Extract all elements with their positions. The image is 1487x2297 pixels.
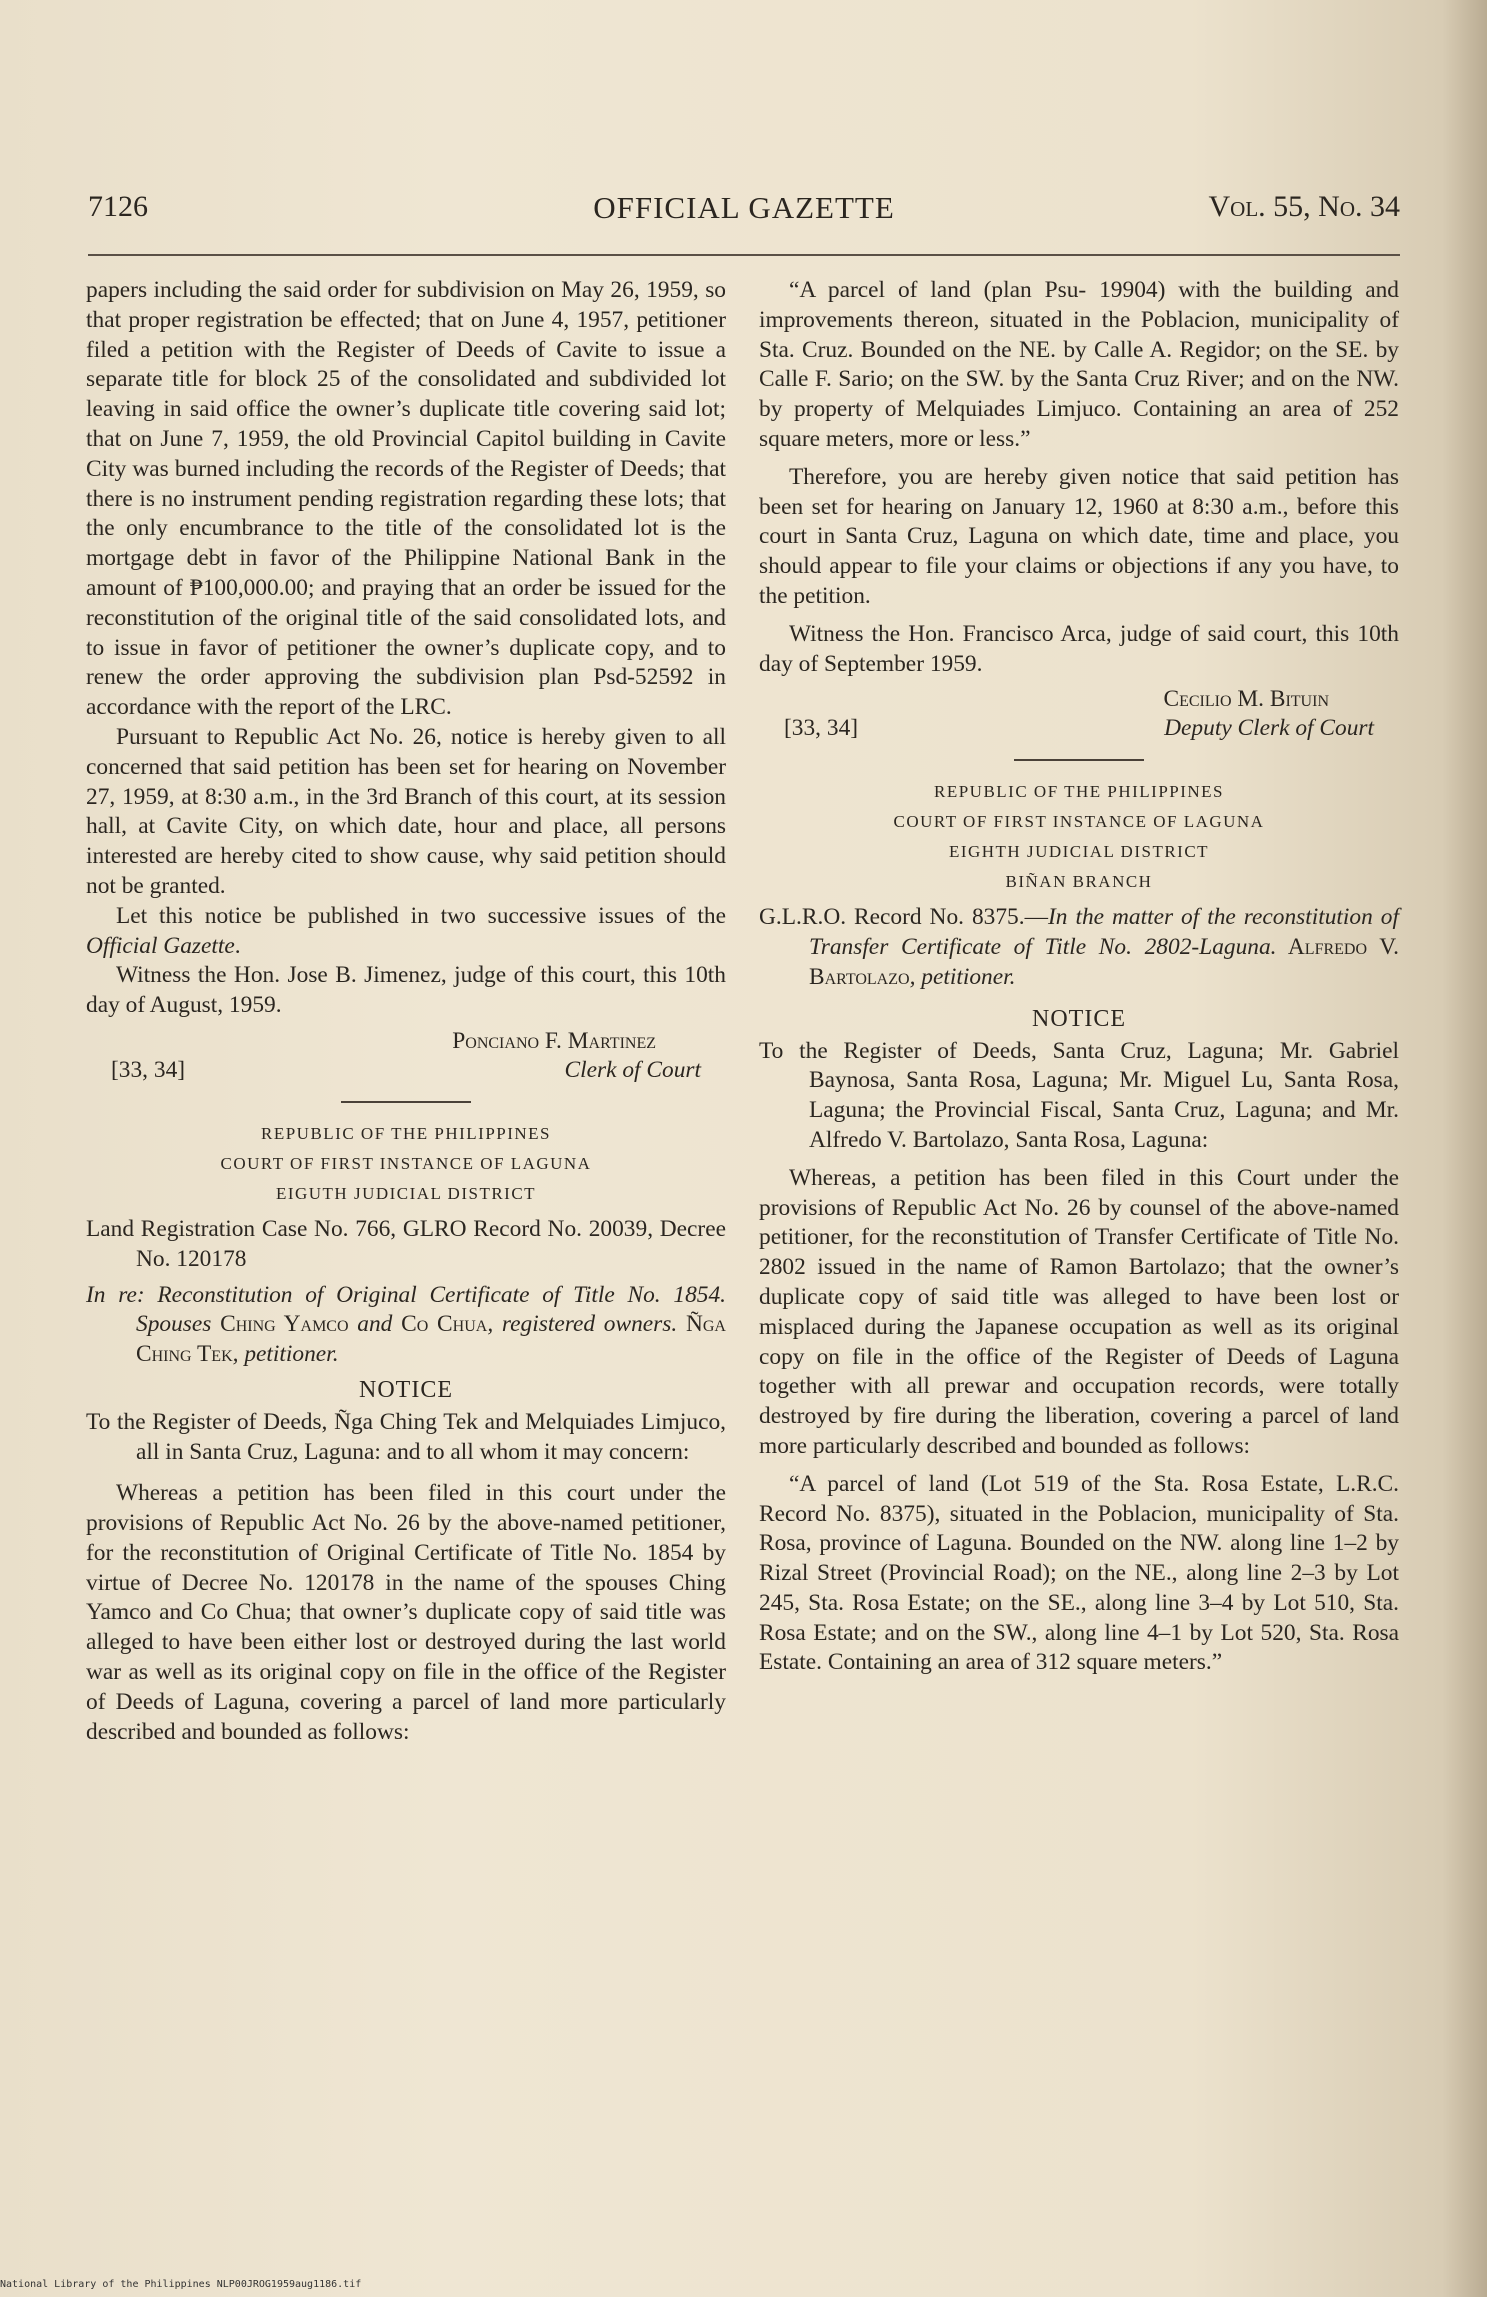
text: , petitioner. (232, 1341, 339, 1368)
signatory-title: Deputy Clerk of Court (1164, 715, 1374, 742)
left-column (86, 276, 726, 1747)
paragraph: Witness the Hon. Jose B. Jimenez, judge of this court, this 10th day of August, 1959. (86, 962, 726, 1019)
notice-heading: NOTICE (1032, 1005, 1126, 1032)
signature-block (86, 1027, 726, 1087)
paragraph: papers including the said order for subdivision on May 26, 1959, so that proper registration be effected; that on June 4, 1957, petitioner filed a petition with the Register of Deeds of Cavite to issue a separate title for block 25 of the consolidated and subdivided lot leaving in said office the owner’s duplicate title covering said lot; that on June 7, 1959, the old Provincial Capitol building in Cavite City was burned including the records of the Register of Deeds; that there is no instrument pending registration regarding these lots; that the only encumbrance to the title of the consolidated lot is the mortgage debt in favor of the Philippine National Bank in the amount of ₱100,000.00; and praying that an order be issued for the reconstitution of the original title of the said consolidated lots, and to issue in favor of petitioner the owner’s duplicate copy, and to renew the order approving the subdivision plan Psd-52592 in accordance with the report of the LRC. (86, 277, 726, 721)
publication-title: OFFICIAL GAZETTE (593, 190, 895, 225)
text: Let this notice be published in two successive issues of the (116, 902, 726, 929)
header-rule (88, 254, 1400, 256)
court-line: COURT OF FIRST INSTANCE OF LAGUNA (893, 812, 1265, 832)
notice-heading: NOTICE (359, 1376, 453, 1403)
gazette-name: Official Gazette (86, 932, 235, 959)
case-number: Land Registration Case No. 766, GLRO Record No. 20039, Decree No. 120178 (86, 1215, 726, 1272)
court-line: EIGHTH JUDICIAL DISTRICT (948, 842, 1210, 862)
court-line: REPUBLIC OF THE PHILIPPINES (933, 782, 1225, 802)
text: . (234, 932, 241, 959)
court-line: EIGUTH JUDICIAL DISTRICT (275, 1183, 537, 1203)
paragraph: Witness the Hon. Francisco Arca, judge of said court, this 10th day of September 1959. (759, 620, 1399, 677)
text: and (348, 1311, 402, 1338)
record-caption (759, 903, 1399, 992)
case-caption (86, 1281, 726, 1370)
addressees: To the Register of Deeds, Ñga Ching Tek and Melquiades Limjuco, all in Santa Cruz, Laguna: and to all whom it may concern: (86, 1408, 726, 1465)
court-line: COURT OF FIRST INSTANCE OF LAGUNA (220, 1153, 592, 1173)
quoted-description: “A parcel of land (Lot 519 of the Sta. Rosa Estate, L.R.C. Record No. 8375), situated in the Poblacion, municipality of Sta. Rosa, province of Laguna. Bounded on the NW. along line 1–2 by Rizal Street (Provincial Road); on the NE., along line 2–3 by Lot 245, Sta. Rosa Estate; on the SE., along line 3–4 by Lot 510, Sta. Rosa Estate; and on the SW., along line 4–1 by Lot 520, Sta. Rosa Estate. Containing an area of 312 square meters.” (759, 1470, 1399, 1676)
section-divider (1014, 759, 1144, 761)
right-column (759, 276, 1399, 1678)
petitioner-name: Ñga Ching Tek (136, 1311, 726, 1368)
page-header (88, 190, 1400, 240)
court-line: BIÑAN BRANCH (1005, 872, 1153, 892)
owner-name: Ching Yamco (220, 1311, 349, 1338)
section-divider (341, 1101, 471, 1103)
text: , petitioner. (909, 963, 1016, 990)
quoted-description: “A parcel of land (plan Psu- 19904) with the building and improvements thereon, situated in the Poblacion, municipality of Sta. Cruz. Bounded on the NE. by Calle A. Regidor; on the SE. by Calle F. Sario; on the SW. by the Santa Cruz River; and on the NW. by property of Melquiades Limjuco. Containing an area of 252 square meters, more or less.” (759, 277, 1399, 452)
text: In re: Reconstitution of Original Certificate of Title No. 1854. Spouses (86, 1281, 726, 1338)
issue-reference: [33, 34] (111, 1056, 186, 1083)
paragraph: Pursuant to Republic Act No. 26, notice is hereby given to all concerned that said petition has been set for hearing on November 27, 1959, at 8:30 a.m., in the 3rd Branch of this court, at its session hall, at Cavite City, on which date, hour and place, all persons interested are hereby cited to show cause, why said petition should not be granted. (86, 723, 726, 899)
paragraph: Therefore, you are hereby given notice that said petition has been set for hearing on January 12, 1960 at 8:30 a.m., before this court in Santa Cruz, Laguna on which date, time and place, you should appear to file your claims or objections if any you have, to the petition. (759, 463, 1399, 609)
court-heading (759, 777, 1399, 897)
scan-footer: National Library of the Philippines NLP00JROG1959aug1186.tif (0, 2279, 362, 2290)
owner-name: Co Chua (401, 1311, 488, 1338)
court-heading (86, 1119, 726, 1209)
paragraph (86, 902, 726, 962)
signatory-name: Cecilio M. Bituin (1163, 686, 1329, 713)
petitioner-name: Alfredo V. Bartolazo (809, 934, 1399, 990)
signature-block (759, 685, 1399, 745)
page-number: 7126 (88, 190, 148, 223)
text: , registered owners. (487, 1311, 686, 1338)
text: In the matter of the reconstitution of Transfer Certificate of Title No. 2802-Laguna. (809, 904, 1399, 961)
issue-reference: [33, 34] (784, 715, 859, 742)
text: G.L.R.O. Record No. 8375.— (759, 904, 1048, 931)
court-line: REPUBLIC OF THE PHILIPPINES (260, 1123, 552, 1143)
paragraph: Whereas, a petition has been filed in this Court under the provisions of Republic Act No. 26 by counsel of the above-named petitioner, for the reconstitution of Transfer Certificate of Title No. 2802 issued in the name of Ramon Bartolazo; that the owner’s duplicate copy of said title was alleged to have been lost or misplaced during the Japanese occupation as well as its original copy on file in the office of the Register of Deeds of Laguna together with all prewar and occupation records, were totally destroyed by fire during the liberation, covering a parcel of land more particularly described and bounded as follows: (759, 1164, 1399, 1459)
signatory-name: Ponciano F. Martinez (452, 1027, 656, 1054)
signatory-title: Clerk of Court (564, 1056, 701, 1083)
paragraph: Whereas a petition has been filed in this court under the provisions of Republic Act No. 26 by the above-named petitioner, for the reconstitution of Original Certificate of Title No. 1854 by virtue of Decree No. 120178 in the name of the spouses Ching Yamco and Co Chua; that owner’s duplicate copy of said title was alleged to have been either lost or destroyed during the last world war as well as its original copy on file in the office of the Register of Deeds of Laguna, covering a parcel of land more particularly described and bounded as follows: (86, 1480, 726, 1745)
volume-number: Vol. 55, No. 34 (1208, 190, 1400, 223)
addressees: To the Register of Deeds, Santa Cruz, Laguna; Mr. Gabriel Baynosa, Santa Rosa, Laguna; Mr. Miguel Lu, Santa Rosa, Laguna; the Provincial Fiscal, Santa Cruz, Laguna; and Mr. Alfredo V. Bartolazo, Santa Rosa, Laguna: (759, 1037, 1399, 1153)
